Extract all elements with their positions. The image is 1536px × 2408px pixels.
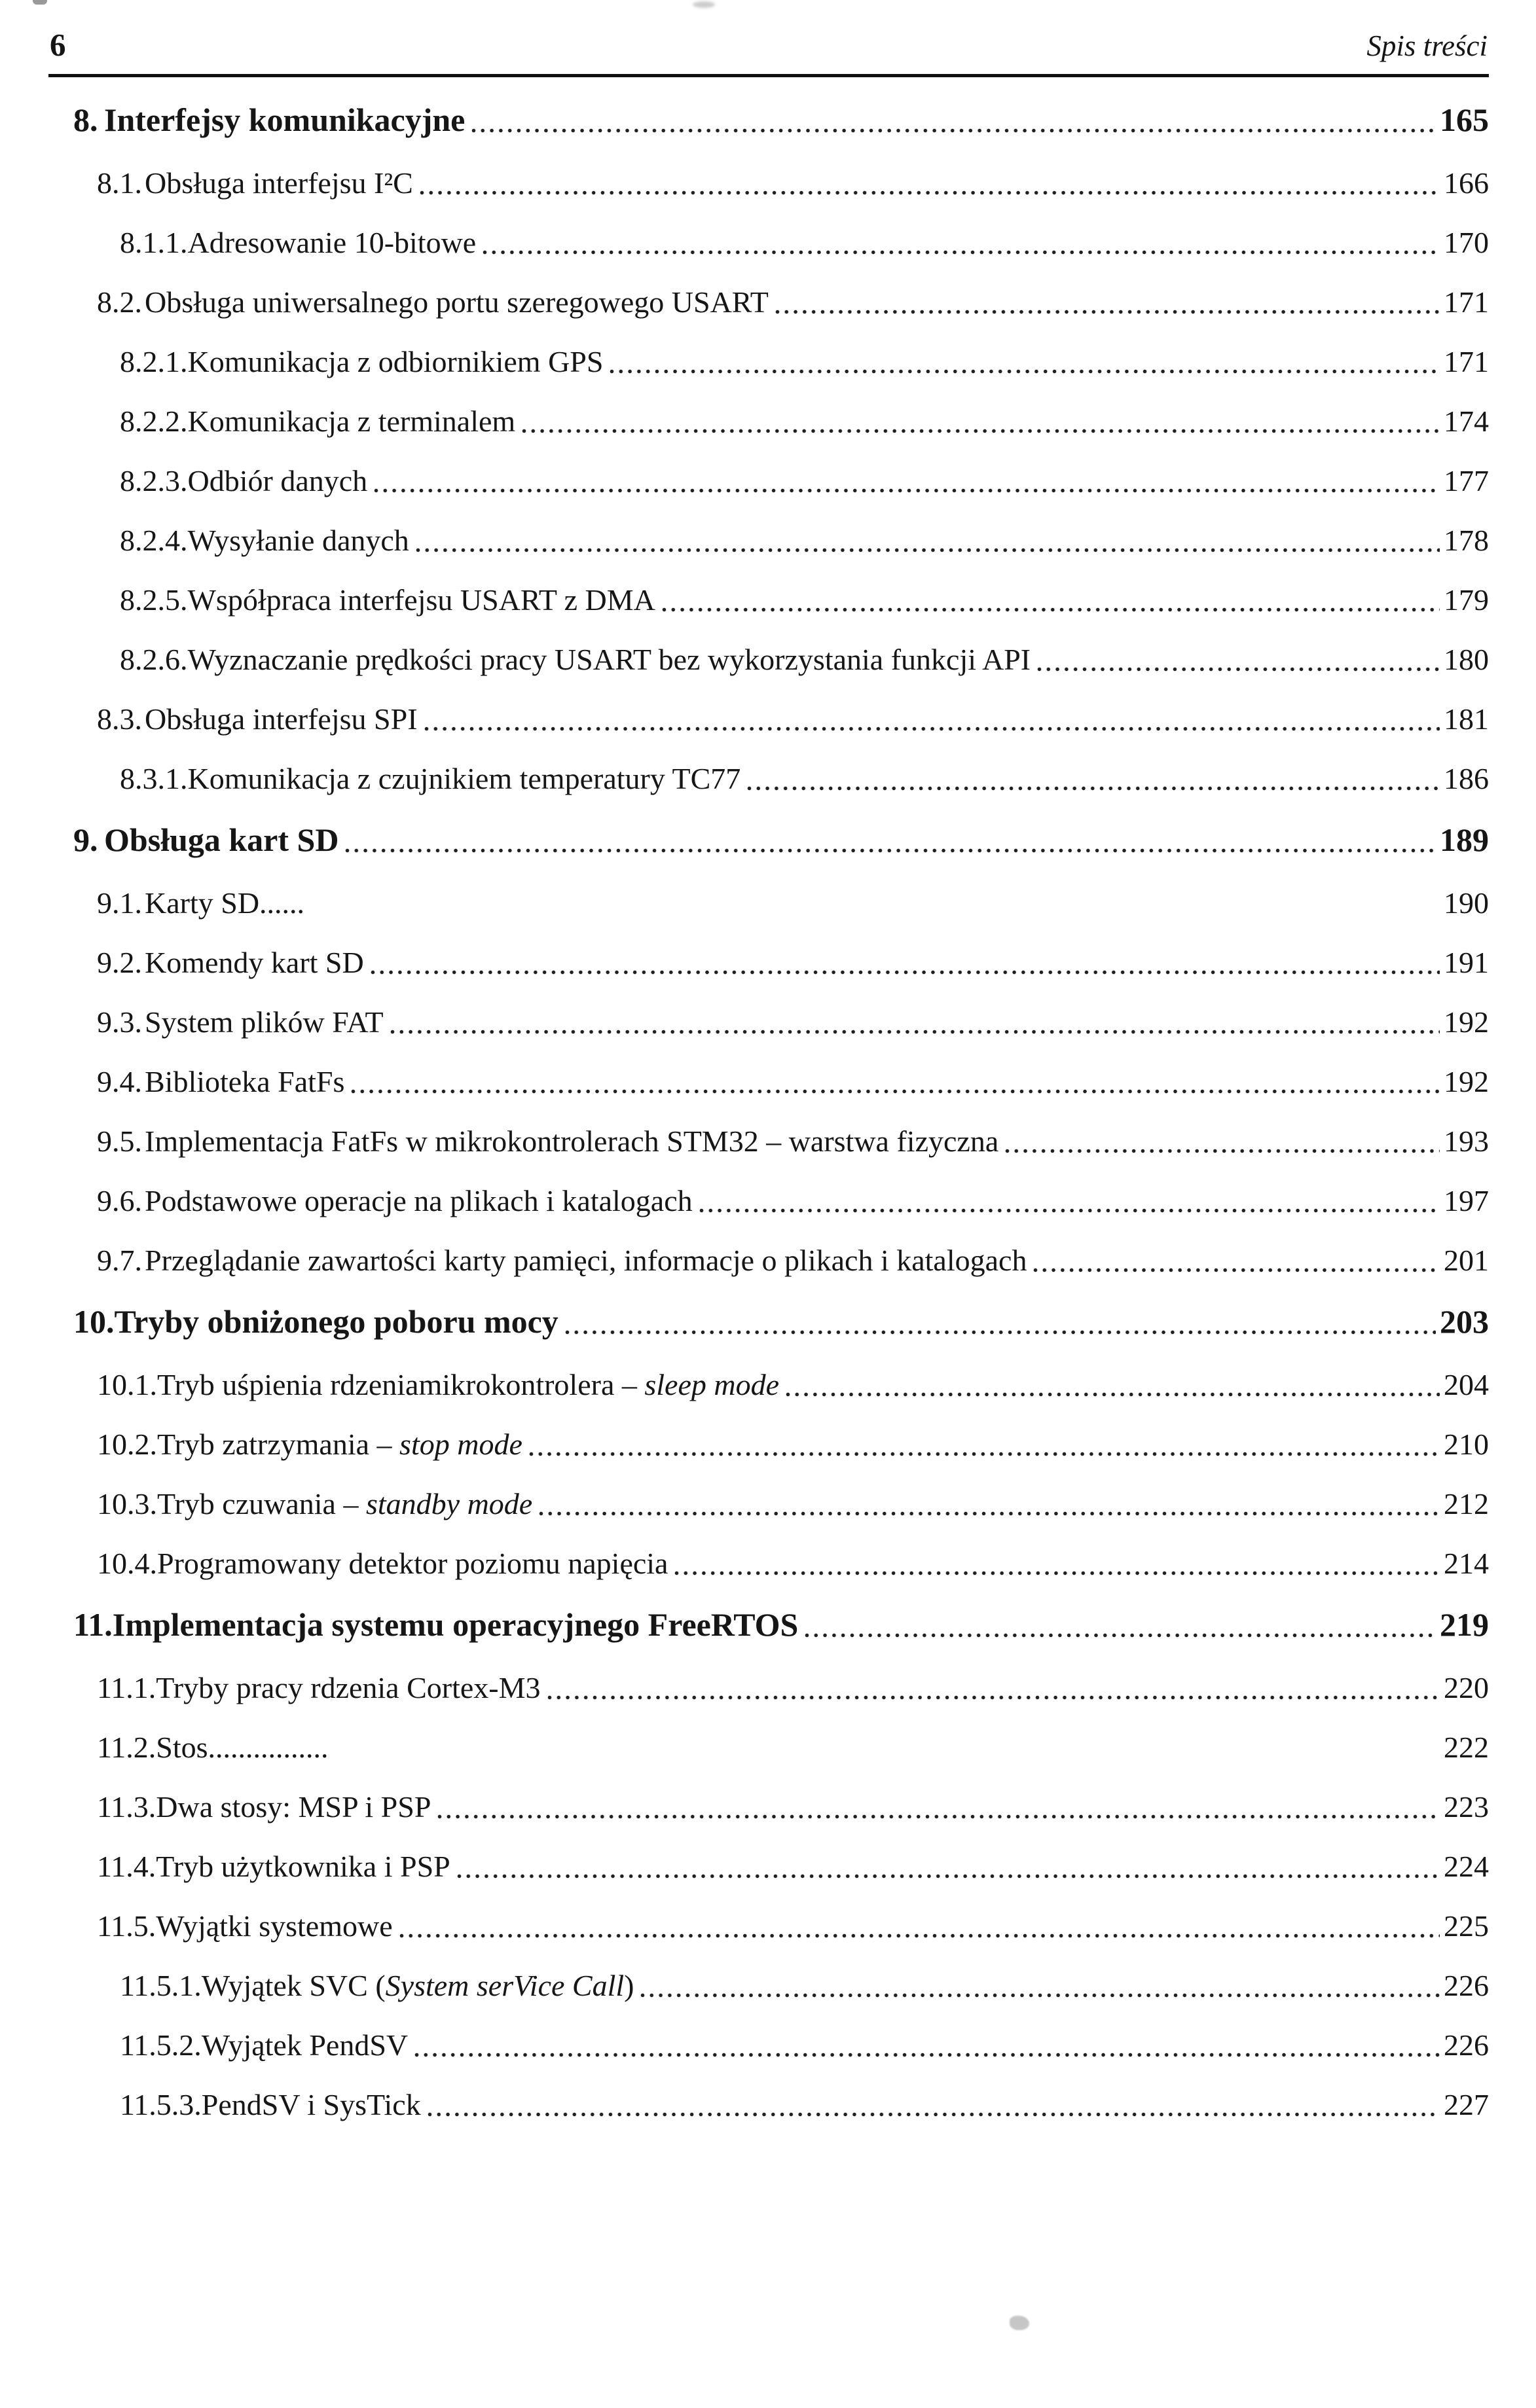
toc-list <box>0 84 1489 2147</box>
dot-leader <box>565 1328 1436 1335</box>
toc-entry-label: Tryb czuwania – standby mode <box>157 1487 533 1520</box>
toc-entry-label: Karty SD...... <box>145 886 305 920</box>
toc-entry-label: Wyznaczanie prędkości pracy USART bez wykorzystania funkcji API <box>187 643 1031 676</box>
toc-entry-number: 8.1.1. <box>120 226 188 259</box>
dot-leader <box>416 546 1440 552</box>
toc-entry-label: Komunikacja z czujnikiem temperatury TC77 <box>187 762 741 795</box>
toc-entry <box>0 761 1489 797</box>
page-header <box>50 26 1488 63</box>
toc-entry-page: 179 <box>1444 583 1489 617</box>
toc-entry-label: Programowany detektor poziomu napięcia <box>157 1547 668 1580</box>
toc-entry <box>0 945 1489 980</box>
dot-leader <box>529 1450 1440 1456</box>
toc-entry-page: 219 <box>1440 1606 1489 1643</box>
toc-entry-page: 171 <box>1444 345 1489 378</box>
dot-leader <box>420 189 1440 195</box>
toc-entry-label: Obsługa kart SD <box>104 821 339 858</box>
toc-entry-label: Obsługa uniwersalnego portu szeregowego USART <box>145 285 769 319</box>
toc-entry-page: 204 <box>1444 1368 1489 1401</box>
toc-entry-page: 181 <box>1444 702 1489 736</box>
toc-entry-label: Wysyłanie danych <box>187 524 409 557</box>
toc-entry-label: Adresowanie 10-bitowe <box>187 226 477 259</box>
toc-entry-number: 9.4. <box>97 1065 142 1098</box>
toc-entry-label: Wyjątek PendSV <box>201 2028 409 2062</box>
dot-leader <box>522 427 1440 433</box>
toc-entry-number: 10.1. <box>97 1368 157 1401</box>
toc-entry-number: 11.1. <box>97 1671 156 1704</box>
dot-leader <box>539 1509 1440 1516</box>
toc-entry-page: 226 <box>1444 1969 1489 2002</box>
dot-leader <box>640 1991 1440 1998</box>
dot-leader <box>457 1872 1440 1878</box>
toc-entry-number: 8.2.4. <box>120 524 188 557</box>
toc-entry-number: 8.2.5. <box>120 583 188 617</box>
toc-entry-number: 11.5.2. <box>120 2028 202 2062</box>
toc-entry-label: Tryb zatrzymania – stop mode <box>157 1428 522 1461</box>
toc-entry-label: Przeglądanie zawartości karty pamięci, informacje o plikach i katalogach <box>145 1244 1027 1277</box>
toc-entry-page: 226 <box>1444 2028 1489 2062</box>
toc-entry-number: 11.2. <box>97 1731 156 1764</box>
toc-entry-page: 193 <box>1444 1124 1489 1158</box>
toc-entry-number: 8.3.1. <box>120 762 188 795</box>
toc-entry-page: 224 <box>1444 1850 1489 1883</box>
toc-entry-number: 8.2.3. <box>120 464 188 497</box>
toc-entry-label: Biblioteka FatFs <box>145 1065 345 1098</box>
toc-entry-page: 170 <box>1444 226 1489 259</box>
toc-entry-number: 9.5. <box>97 1124 142 1158</box>
toc-entry <box>0 101 1489 139</box>
toc-entry <box>0 583 1489 618</box>
dot-leader <box>414 2051 1440 2057</box>
toc-entry-page: 223 <box>1444 1790 1489 1824</box>
dot-leader <box>335 1753 1440 1759</box>
dot-leader <box>371 968 1440 975</box>
toc-entry-page: 214 <box>1444 1547 1489 1580</box>
toc-entry-page: 166 <box>1444 166 1489 200</box>
scan-artifact <box>33 0 47 5</box>
scan-artifact <box>693 1 715 8</box>
dot-leader <box>1033 1266 1440 1272</box>
dot-leader <box>610 367 1440 374</box>
toc-entry-number: 9. <box>73 821 98 858</box>
toc-entry-page: 180 <box>1444 643 1489 676</box>
dot-leader <box>674 1569 1440 1575</box>
toc-entry-page: 227 <box>1444 2088 1489 2121</box>
toc-entry-number: 8.2.2. <box>120 404 188 438</box>
toc-entry <box>0 886 1489 921</box>
toc-entry <box>0 523 1489 558</box>
dot-leader <box>428 2110 1440 2117</box>
toc-entry <box>0 166 1489 201</box>
toc-entry-number: 8.2.1. <box>120 345 188 378</box>
toc-entry <box>0 2087 1489 2123</box>
toc-entry <box>0 225 1489 261</box>
toc-entry-label: Tryby obniżonego poboru mocy <box>114 1303 558 1340</box>
toc-entry-number: 10.3. <box>97 1487 157 1520</box>
toc-entry-label: Wyjątek SVC (System serVice Call) <box>201 1969 634 2002</box>
toc-entry-number: 11.3. <box>97 1790 156 1824</box>
toc-entry-page: 210 <box>1444 1428 1489 1461</box>
toc-entry-label: Podstawowe operacje na plikach i katalogach <box>145 1184 693 1217</box>
toc-entry <box>0 1789 1489 1825</box>
toc-entry-number: 11. <box>73 1606 113 1643</box>
toc-entry <box>0 285 1489 320</box>
toc-entry-number: 9.1. <box>97 886 142 920</box>
toc-entry-number: 8.2.6. <box>120 643 188 676</box>
toc-entry <box>0 702 1489 737</box>
dot-leader <box>424 725 1440 731</box>
toc-entry-page: 186 <box>1444 762 1489 795</box>
toc-entry <box>0 1124 1489 1159</box>
toc-entry <box>0 1606 1489 1644</box>
toc-entry-label: Tryb uśpienia rdzeniamikrokontrolera – sleep mode <box>157 1368 780 1401</box>
toc-entry-page: 165 <box>1440 101 1489 138</box>
dot-leader <box>390 1028 1440 1034</box>
toc-entry <box>0 1183 1489 1219</box>
toc-entry <box>0 1546 1489 1581</box>
dot-leader <box>699 1206 1440 1213</box>
toc-entry-number: 11.5. <box>97 1909 156 1943</box>
toc-entry-number: 8.2. <box>97 285 142 319</box>
toc-entry-number: 11.4. <box>97 1850 156 1883</box>
toc-entry-page: 220 <box>1444 1671 1489 1704</box>
toc-entry-number: 11.5.3. <box>120 2088 202 2121</box>
dot-leader <box>351 1087 1440 1094</box>
toc-entry-number: 9.2. <box>97 946 142 979</box>
toc-entry-page: 203 <box>1440 1303 1489 1340</box>
toc-entry <box>0 821 1489 859</box>
dot-leader <box>345 846 1436 853</box>
toc-entry-label: Współpraca interfejsu USART z DMA <box>187 583 655 617</box>
toc-entry-page: 171 <box>1444 285 1489 319</box>
toc-entry-number: 9.6. <box>97 1184 142 1217</box>
toc-entry <box>0 463 1489 499</box>
dot-leader <box>1005 1147 1440 1153</box>
toc-entry-page: 192 <box>1444 1065 1489 1098</box>
toc-entry <box>0 1730 1489 1765</box>
dot-leader <box>747 784 1440 791</box>
toc-entry-label: Interfejsy komunikacyjne <box>104 101 466 138</box>
toc-entry <box>0 1670 1489 1706</box>
toc-entry <box>0 1849 1489 1884</box>
toc-entry-label: Implementacja systemu operacyjnego FreeRTOS <box>112 1606 799 1643</box>
toc-entry <box>0 404 1489 439</box>
toc-entry-label: Stos................ <box>156 1731 329 1764</box>
toc-entry <box>0 1303 1489 1340</box>
toc-entry <box>0 642 1489 677</box>
toc-entry-page: 197 <box>1444 1184 1489 1217</box>
dot-leader <box>437 1812 1440 1819</box>
toc-entry <box>0 1005 1489 1040</box>
toc-entry-label: Dwa stosy: MSP i PSP <box>156 1790 431 1824</box>
toc-entry-label: Komunikacja z odbiornikiem GPS <box>187 345 604 378</box>
toc-entry-page: 212 <box>1444 1487 1489 1520</box>
scan-artifact <box>1010 2316 1029 2330</box>
toc-entry-label: Implementacja FatFs w mikrokontrolerach STM32 – warstwa fizyczna <box>145 1124 999 1158</box>
header-rule <box>48 74 1489 77</box>
page-number: 6 <box>50 27 66 63</box>
dot-leader <box>374 486 1440 493</box>
dot-leader <box>311 908 1440 915</box>
toc-entry <box>0 2028 1489 2063</box>
toc-entry-page: 190 <box>1444 886 1489 920</box>
dot-leader <box>547 1693 1440 1700</box>
toc-entry <box>0 344 1489 380</box>
toc-entry-page: 201 <box>1444 1244 1489 1277</box>
toc-entry-number: 8. <box>73 101 98 138</box>
toc-entry-label: Odbiór danych <box>187 464 368 497</box>
dot-leader <box>662 605 1440 612</box>
toc-entry-page: 189 <box>1440 821 1489 858</box>
toc-entry-label: Obsługa interfejsu I²C <box>145 166 413 200</box>
toc-entry-page: 222 <box>1444 1731 1489 1764</box>
dot-leader <box>775 308 1440 314</box>
toc-entry <box>0 1909 1489 1944</box>
dot-leader <box>483 248 1440 255</box>
toc-entry-label: Obsługa interfejsu SPI <box>145 702 418 736</box>
toc-entry-number: 11.5.1. <box>120 1969 202 2002</box>
toc-entry-label: Tryby pracy rdzenia Cortex-M3 <box>156 1671 541 1704</box>
toc-entry <box>0 1486 1489 1522</box>
toc-entry-label: PendSV i SysTick <box>201 2088 421 2121</box>
toc-entry <box>0 1427 1489 1462</box>
toc-entry-number: 8.1. <box>97 166 142 200</box>
toc-entry-label: Komendy kart SD <box>145 946 364 979</box>
toc-entry-number: 9.7. <box>97 1244 142 1277</box>
toc-entry <box>0 1064 1489 1100</box>
toc-entry <box>0 1968 1489 2004</box>
toc-entry <box>0 1367 1489 1403</box>
dot-leader <box>399 1932 1440 1938</box>
toc-entry-number: 10.4. <box>97 1547 157 1580</box>
toc-entry-page: 191 <box>1444 946 1489 979</box>
dot-leader <box>786 1390 1440 1397</box>
toc-entry-number: 10. <box>73 1303 115 1340</box>
toc-entry-page: 178 <box>1444 524 1489 557</box>
dot-leader <box>471 126 1436 133</box>
toc-entry-number: 9.3. <box>97 1005 142 1039</box>
toc-entry-page: 192 <box>1444 1005 1489 1039</box>
running-title: Spis treści <box>1366 29 1488 62</box>
dot-leader <box>1037 665 1440 672</box>
dot-leader <box>805 1631 1436 1638</box>
toc-entry-label: Tryb użytkownika i PSP <box>156 1850 450 1883</box>
toc-entry-label: System plików FAT <box>145 1005 384 1039</box>
toc-entry-label: Wyjątki systemowe <box>156 1909 393 1943</box>
toc-entry-number: 8.3. <box>97 702 142 736</box>
toc-entry-page: 174 <box>1444 404 1489 438</box>
toc-entry-page: 177 <box>1444 464 1489 497</box>
toc-entry <box>0 1243 1489 1278</box>
toc-entry-page: 225 <box>1444 1909 1489 1943</box>
toc-entry-number: 10.2. <box>97 1428 157 1461</box>
toc-entry-label: Komunikacja z terminalem <box>187 404 516 438</box>
